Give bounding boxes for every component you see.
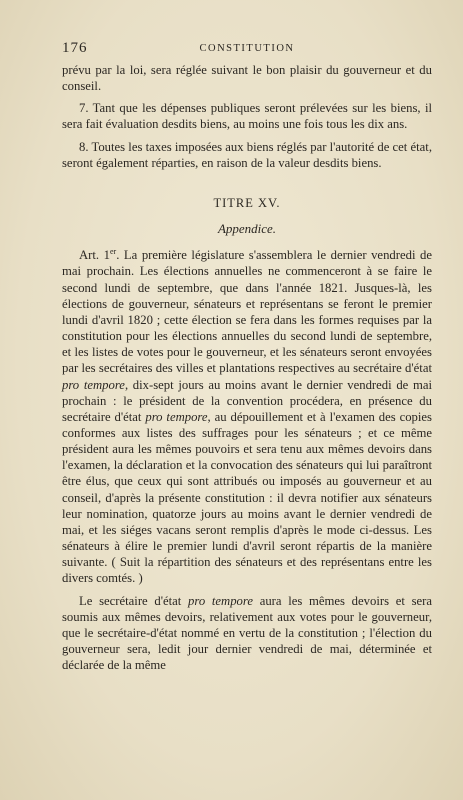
section-title: TITRE XV. [213, 195, 281, 210]
final-text-part-2: aura les mêmes devoirs et sera soumis aux mêmes devoirs, relativement aux votes pour le gouverneur, que le secrétaire-d'état nommé en vertu de la constitution ; l'élection du gouverneur sera, ledit jour dernier vendredi de mai, déterminée et déclarée de la même [62, 593, 433, 673]
article-label-superscript: er [109, 247, 117, 257]
final-paragraph [62, 593, 432, 674]
article-text-part-3: , au dépouillement et à l'examen des copies conformes aux listes des suffrages pour les sénateurs ; et ce même président aura les mêmes pouvoirs et sera tenu aux mêmes devoirs dans l'examen, la déclaration et la convocation des sénateurs qui lui paraîtront être élus, que ceux qui sont attribués ou imposés au gouverneur et au conseil, d'après la présente constitution : il devra notifier aux sénateurs leur nomination, quatorze jours au moins avant le dernier vendredi de mai, et les siéges vacans seront remplis d'après le mode ci-dessus. Les sénateurs à élire le premier lundi d'avril seront répartis de la manière suivante. ( Suit la répartition des sénateurs et des représentans entre les divers comtés. ) [62, 409, 432, 586]
page-header [62, 40, 432, 60]
paragraph-7: 7. Tant que les dépenses publiques seront prélevées sur les biens, il sera fait évaluation desdits biens, au moins une fois tous les dix ans. [62, 101, 432, 132]
article-label: Art. 1 [79, 248, 110, 263]
running-title: CONSTITUTION [199, 43, 295, 54]
article-1-paragraph [62, 247, 432, 586]
page-number: 176 [62, 40, 88, 56]
article-text-part-1: . La première législature s'assemblera le dernier vendredi de mai prochain. Les élections annuelles ne commenceront à se faire le second lundi de septembre, que dans l'année 1821. Jusques-là, les élections de gouverneur, sénateurs et représentans se feront le premier lundi d'avril 1820 ; cette élection se fera dans les formes requises par la constitution pour les élections annuelles du second lundi de septembre, et les listes de votes pour le gouverneur, et les sénateurs seront envoyées par les secrétaires des villes et plantations respectives au secrétaire d'état [62, 248, 432, 376]
page-body [62, 62, 432, 673]
article-italic-2: pro tempore [145, 409, 208, 424]
final-italic: pro tempore [188, 593, 253, 608]
paragraph-8: 8. Toutes les taxes imposées aux biens réglés par l'autorité de cet état, seront également réparties, en raison de la valeur desdits biens. [62, 139, 432, 170]
final-text-part-1: Le secrétaire d'état [79, 593, 189, 608]
continued-paragraph: prévu par la loi, sera réglée suivant le bon plaisir du gouverneur et du conseil. [62, 63, 432, 94]
article-text-part-2: , dix-sept jours au moins avant le dernier vendredi de mai prochain : le président de la convention procédera, en présence du secrétaire d'état [62, 377, 432, 424]
section-subtitle: Appendice. [217, 221, 277, 237]
article-italic-1: pro tempore [62, 377, 125, 392]
